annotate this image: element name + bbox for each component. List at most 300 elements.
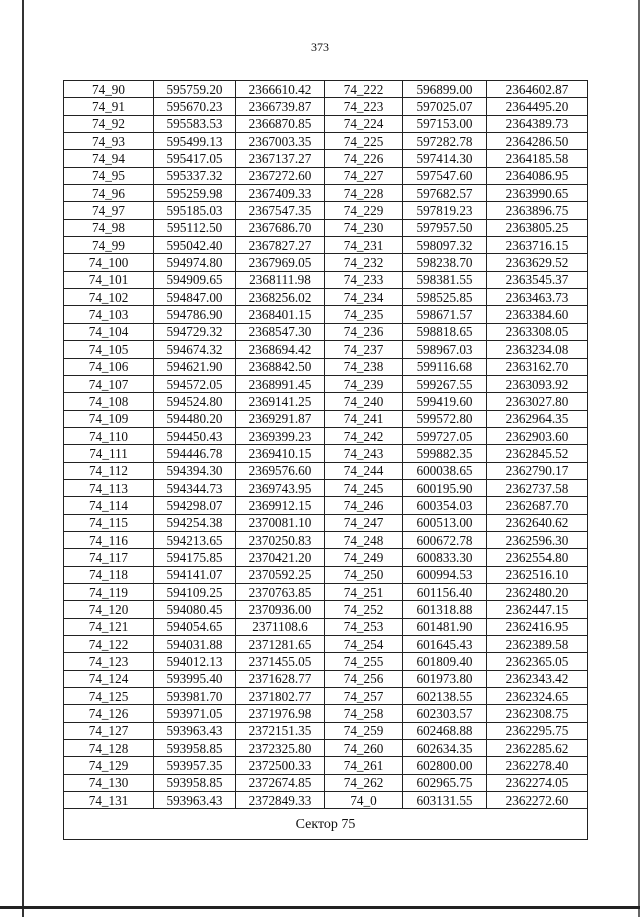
y-coordinate-left: 2369399.23 bbox=[236, 427, 325, 444]
x-coordinate-right: 599116.68 bbox=[403, 358, 487, 375]
point-id-left: 74_95 bbox=[64, 167, 154, 184]
table-row bbox=[64, 705, 588, 722]
point-id-right: 74_248 bbox=[325, 531, 403, 548]
x-coordinate-right: 598525.85 bbox=[403, 289, 487, 306]
point-id-left: 74_94 bbox=[64, 150, 154, 167]
x-coordinate-left: 595417.05 bbox=[154, 150, 236, 167]
table-row bbox=[64, 254, 588, 271]
point-id-right: 74_229 bbox=[325, 202, 403, 219]
x-coordinate-left: 593981.70 bbox=[154, 688, 236, 705]
y-coordinate-right: 2363384.60 bbox=[487, 306, 588, 323]
point-id-right: 74_233 bbox=[325, 271, 403, 288]
x-coordinate-right: 596899.00 bbox=[403, 81, 487, 98]
point-id-left: 74_126 bbox=[64, 705, 154, 722]
y-coordinate-right: 2362274.05 bbox=[487, 774, 588, 791]
point-id-left: 74_128 bbox=[64, 740, 154, 757]
point-id-right: 74_223 bbox=[325, 98, 403, 115]
point-id-right: 74_228 bbox=[325, 185, 403, 202]
x-coordinate-right: 597153.00 bbox=[403, 115, 487, 132]
x-coordinate-left: 594446.78 bbox=[154, 445, 236, 462]
point-id-right: 74_224 bbox=[325, 115, 403, 132]
page-number: 373 bbox=[311, 40, 329, 54]
y-coordinate-right: 2362295.75 bbox=[487, 722, 588, 739]
table-row bbox=[64, 566, 588, 583]
x-coordinate-left: 594031.88 bbox=[154, 636, 236, 653]
point-id-right: 74_249 bbox=[325, 549, 403, 566]
x-coordinate-left: 594909.65 bbox=[154, 271, 236, 288]
y-coordinate-left: 2368401.15 bbox=[236, 306, 325, 323]
y-coordinate-right: 2364286.50 bbox=[487, 133, 588, 150]
point-id-left: 74_121 bbox=[64, 618, 154, 635]
point-id-left: 74_92 bbox=[64, 115, 154, 132]
point-id-left: 74_119 bbox=[64, 583, 154, 600]
x-coordinate-left: 595259.98 bbox=[154, 185, 236, 202]
y-coordinate-left: 2370081.10 bbox=[236, 514, 325, 531]
x-coordinate-right: 598381.55 bbox=[403, 271, 487, 288]
point-id-left: 74_111 bbox=[64, 445, 154, 462]
y-coordinate-right: 2362516.10 bbox=[487, 566, 588, 583]
table-row bbox=[64, 115, 588, 132]
y-coordinate-right: 2364602.87 bbox=[487, 81, 588, 98]
x-coordinate-right: 600833.30 bbox=[403, 549, 487, 566]
point-id-left: 74_91 bbox=[64, 98, 154, 115]
x-coordinate-left: 595042.40 bbox=[154, 237, 236, 254]
y-coordinate-left: 2369576.60 bbox=[236, 462, 325, 479]
point-id-right: 74_245 bbox=[325, 479, 403, 496]
y-coordinate-right: 2362640.62 bbox=[487, 514, 588, 531]
y-coordinate-right: 2362447.15 bbox=[487, 601, 588, 618]
table-row bbox=[64, 219, 588, 236]
x-coordinate-left: 594298.07 bbox=[154, 497, 236, 514]
y-coordinate-left: 2367686.70 bbox=[236, 219, 325, 236]
x-coordinate-left: 594213.65 bbox=[154, 531, 236, 548]
x-coordinate-right: 601973.80 bbox=[403, 670, 487, 687]
point-id-left: 74_103 bbox=[64, 306, 154, 323]
point-id-right: 74_238 bbox=[325, 358, 403, 375]
table-row bbox=[64, 653, 588, 670]
table-row bbox=[64, 323, 588, 340]
x-coordinate-right: 597819.23 bbox=[403, 202, 487, 219]
point-id-right: 74_235 bbox=[325, 306, 403, 323]
scan-edge-bottom bbox=[0, 906, 640, 909]
y-coordinate-left: 2368991.45 bbox=[236, 375, 325, 392]
point-id-left: 74_100 bbox=[64, 254, 154, 271]
x-coordinate-right: 601318.88 bbox=[403, 601, 487, 618]
y-coordinate-right: 2364389.73 bbox=[487, 115, 588, 132]
table-row bbox=[64, 306, 588, 323]
y-coordinate-right: 2362596.30 bbox=[487, 531, 588, 548]
x-coordinate-right: 598671.57 bbox=[403, 306, 487, 323]
point-id-left: 74_115 bbox=[64, 514, 154, 531]
coordinate-table bbox=[63, 80, 588, 840]
point-id-left: 74_98 bbox=[64, 219, 154, 236]
x-coordinate-left: 593971.05 bbox=[154, 705, 236, 722]
y-coordinate-right: 2364495.20 bbox=[487, 98, 588, 115]
point-id-right: 74_261 bbox=[325, 757, 403, 774]
table-row bbox=[64, 462, 588, 479]
table-row bbox=[64, 427, 588, 444]
point-id-right: 74_253 bbox=[325, 618, 403, 635]
point-id-right: 74_256 bbox=[325, 670, 403, 687]
point-id-right: 74_247 bbox=[325, 514, 403, 531]
x-coordinate-right: 599882.35 bbox=[403, 445, 487, 462]
point-id-right: 74_222 bbox=[325, 81, 403, 98]
x-coordinate-right: 598097.32 bbox=[403, 237, 487, 254]
x-coordinate-left: 594974.80 bbox=[154, 254, 236, 271]
point-id-left: 74_93 bbox=[64, 133, 154, 150]
y-coordinate-right: 2363027.80 bbox=[487, 393, 588, 410]
x-coordinate-left: 593957.35 bbox=[154, 757, 236, 774]
y-coordinate-right: 2362554.80 bbox=[487, 549, 588, 566]
y-coordinate-right: 2364185.58 bbox=[487, 150, 588, 167]
point-id-left: 74_120 bbox=[64, 601, 154, 618]
y-coordinate-left: 2367547.35 bbox=[236, 202, 325, 219]
point-id-left: 74_124 bbox=[64, 670, 154, 687]
table-row bbox=[64, 740, 588, 757]
x-coordinate-right: 598818.65 bbox=[403, 323, 487, 340]
point-id-left: 74_105 bbox=[64, 341, 154, 358]
x-coordinate-right: 599267.55 bbox=[403, 375, 487, 392]
table-row bbox=[64, 185, 588, 202]
x-coordinate-left: 594729.32 bbox=[154, 323, 236, 340]
table-row bbox=[64, 167, 588, 184]
y-coordinate-left: 2371455.05 bbox=[236, 653, 325, 670]
y-coordinate-right: 2362272.60 bbox=[487, 792, 588, 809]
y-coordinate-right: 2363716.15 bbox=[487, 237, 588, 254]
y-coordinate-left: 2366610.42 bbox=[236, 81, 325, 98]
x-coordinate-left: 594109.25 bbox=[154, 583, 236, 600]
y-coordinate-left: 2367409.33 bbox=[236, 185, 325, 202]
y-coordinate-right: 2363990.65 bbox=[487, 185, 588, 202]
point-id-left: 74_113 bbox=[64, 479, 154, 496]
x-coordinate-left: 594786.90 bbox=[154, 306, 236, 323]
table-row bbox=[64, 583, 588, 600]
x-coordinate-left: 595583.53 bbox=[154, 115, 236, 132]
y-coordinate-right: 2362845.52 bbox=[487, 445, 588, 462]
point-id-right: 74_259 bbox=[325, 722, 403, 739]
point-id-right: 74_250 bbox=[325, 566, 403, 583]
table-row bbox=[64, 757, 588, 774]
y-coordinate-right: 2363234.08 bbox=[487, 341, 588, 358]
y-coordinate-right: 2363545.37 bbox=[487, 271, 588, 288]
x-coordinate-right: 602138.55 bbox=[403, 688, 487, 705]
point-id-left: 74_131 bbox=[64, 792, 154, 809]
x-coordinate-right: 598238.70 bbox=[403, 254, 487, 271]
x-coordinate-right: 597957.50 bbox=[403, 219, 487, 236]
x-coordinate-right: 597547.60 bbox=[403, 167, 487, 184]
point-id-left: 74_125 bbox=[64, 688, 154, 705]
point-id-right: 74_240 bbox=[325, 393, 403, 410]
y-coordinate-right: 2362964.35 bbox=[487, 410, 588, 427]
y-coordinate-right: 2363629.52 bbox=[487, 254, 588, 271]
sector-row bbox=[64, 809, 588, 840]
x-coordinate-left: 594175.85 bbox=[154, 549, 236, 566]
y-coordinate-right: 2362278.40 bbox=[487, 757, 588, 774]
x-coordinate-right: 602303.57 bbox=[403, 705, 487, 722]
y-coordinate-left: 2372325.80 bbox=[236, 740, 325, 757]
x-coordinate-right: 599572.80 bbox=[403, 410, 487, 427]
table-row bbox=[64, 341, 588, 358]
y-coordinate-left: 2370592.25 bbox=[236, 566, 325, 583]
table-row bbox=[64, 445, 588, 462]
point-id-left: 74_123 bbox=[64, 653, 154, 670]
table-row bbox=[64, 688, 588, 705]
y-coordinate-right: 2362480.20 bbox=[487, 583, 588, 600]
point-id-right: 74_232 bbox=[325, 254, 403, 271]
y-coordinate-left: 2369912.15 bbox=[236, 497, 325, 514]
x-coordinate-right: 602800.00 bbox=[403, 757, 487, 774]
table-row bbox=[64, 549, 588, 566]
point-id-left: 74_102 bbox=[64, 289, 154, 306]
point-id-right: 74_230 bbox=[325, 219, 403, 236]
x-coordinate-right: 602468.88 bbox=[403, 722, 487, 739]
scan-edge-left bbox=[22, 0, 24, 917]
y-coordinate-left: 2370421.20 bbox=[236, 549, 325, 566]
point-id-left: 74_122 bbox=[64, 636, 154, 653]
x-coordinate-left: 594621.90 bbox=[154, 358, 236, 375]
table-row bbox=[64, 289, 588, 306]
point-id-left: 74_117 bbox=[64, 549, 154, 566]
x-coordinate-right: 599727.05 bbox=[403, 427, 487, 444]
y-coordinate-left: 2372500.33 bbox=[236, 757, 325, 774]
point-id-right: 74_0 bbox=[325, 792, 403, 809]
x-coordinate-right: 599419.60 bbox=[403, 393, 487, 410]
point-id-left: 74_107 bbox=[64, 375, 154, 392]
x-coordinate-left: 593958.85 bbox=[154, 774, 236, 791]
table-row bbox=[64, 133, 588, 150]
point-id-right: 74_251 bbox=[325, 583, 403, 600]
point-id-right: 74_260 bbox=[325, 740, 403, 757]
table-row bbox=[64, 237, 588, 254]
point-id-left: 74_118 bbox=[64, 566, 154, 583]
y-coordinate-right: 2362416.95 bbox=[487, 618, 588, 635]
point-id-left: 74_104 bbox=[64, 323, 154, 340]
y-coordinate-right: 2362324.65 bbox=[487, 688, 588, 705]
y-coordinate-left: 2370250.83 bbox=[236, 531, 325, 548]
x-coordinate-right: 602634.35 bbox=[403, 740, 487, 757]
y-coordinate-left: 2368842.50 bbox=[236, 358, 325, 375]
x-coordinate-right: 600994.53 bbox=[403, 566, 487, 583]
x-coordinate-right: 598967.03 bbox=[403, 341, 487, 358]
y-coordinate-right: 2364086.95 bbox=[487, 167, 588, 184]
x-coordinate-left: 594450.43 bbox=[154, 427, 236, 444]
table-row bbox=[64, 670, 588, 687]
y-coordinate-left: 2370763.85 bbox=[236, 583, 325, 600]
y-coordinate-left: 2370936.00 bbox=[236, 601, 325, 618]
point-id-right: 74_242 bbox=[325, 427, 403, 444]
y-coordinate-left: 2369410.15 bbox=[236, 445, 325, 462]
x-coordinate-right: 601645.43 bbox=[403, 636, 487, 653]
y-coordinate-right: 2363308.05 bbox=[487, 323, 588, 340]
x-coordinate-right: 601809.40 bbox=[403, 653, 487, 670]
y-coordinate-right: 2362389.58 bbox=[487, 636, 588, 653]
x-coordinate-right: 597682.57 bbox=[403, 185, 487, 202]
table-row bbox=[64, 774, 588, 791]
y-coordinate-left: 2368694.42 bbox=[236, 341, 325, 358]
x-coordinate-right: 600513.00 bbox=[403, 514, 487, 531]
point-id-right: 74_227 bbox=[325, 167, 403, 184]
y-coordinate-left: 2367969.05 bbox=[236, 254, 325, 271]
y-coordinate-left: 2366870.85 bbox=[236, 115, 325, 132]
point-id-right: 74_258 bbox=[325, 705, 403, 722]
sector-heading: Сектор 75 bbox=[64, 809, 588, 840]
x-coordinate-left: 594054.65 bbox=[154, 618, 236, 635]
table-row bbox=[64, 601, 588, 618]
table-row bbox=[64, 202, 588, 219]
x-coordinate-left: 594572.05 bbox=[154, 375, 236, 392]
y-coordinate-left: 2367272.60 bbox=[236, 167, 325, 184]
point-id-right: 74_244 bbox=[325, 462, 403, 479]
y-coordinate-right: 2362308.75 bbox=[487, 705, 588, 722]
y-coordinate-right: 2363093.92 bbox=[487, 375, 588, 392]
table-row bbox=[64, 150, 588, 167]
x-coordinate-left: 595185.03 bbox=[154, 202, 236, 219]
point-id-right: 74_243 bbox=[325, 445, 403, 462]
x-coordinate-right: 601481.90 bbox=[403, 618, 487, 635]
point-id-right: 74_225 bbox=[325, 133, 403, 150]
x-coordinate-right: 600354.03 bbox=[403, 497, 487, 514]
y-coordinate-left: 2369141.25 bbox=[236, 393, 325, 410]
point-id-right: 74_252 bbox=[325, 601, 403, 618]
point-id-right: 74_246 bbox=[325, 497, 403, 514]
x-coordinate-right: 600672.78 bbox=[403, 531, 487, 548]
point-id-left: 74_129 bbox=[64, 757, 154, 774]
x-coordinate-left: 593958.85 bbox=[154, 740, 236, 757]
y-coordinate-left: 2367003.35 bbox=[236, 133, 325, 150]
x-coordinate-right: 600195.90 bbox=[403, 479, 487, 496]
y-coordinate-right: 2362285.62 bbox=[487, 740, 588, 757]
point-id-left: 74_90 bbox=[64, 81, 154, 98]
coordinate-table-body bbox=[64, 81, 588, 840]
x-coordinate-left: 595499.13 bbox=[154, 133, 236, 150]
x-coordinate-right: 597414.30 bbox=[403, 150, 487, 167]
table-row bbox=[64, 514, 588, 531]
x-coordinate-right: 597025.07 bbox=[403, 98, 487, 115]
point-id-left: 74_96 bbox=[64, 185, 154, 202]
y-coordinate-left: 2369291.87 bbox=[236, 410, 325, 427]
point-id-left: 74_110 bbox=[64, 427, 154, 444]
point-id-right: 74_262 bbox=[325, 774, 403, 791]
y-coordinate-left: 2368547.30 bbox=[236, 323, 325, 340]
x-coordinate-right: 602965.75 bbox=[403, 774, 487, 791]
point-id-right: 74_254 bbox=[325, 636, 403, 653]
table-row bbox=[64, 375, 588, 392]
y-coordinate-left: 2367827.27 bbox=[236, 237, 325, 254]
y-coordinate-right: 2363463.73 bbox=[487, 289, 588, 306]
x-coordinate-left: 594480.20 bbox=[154, 410, 236, 427]
table-row bbox=[64, 722, 588, 739]
y-coordinate-left: 2372151.35 bbox=[236, 722, 325, 739]
point-id-right: 74_231 bbox=[325, 237, 403, 254]
point-id-right: 74_237 bbox=[325, 341, 403, 358]
x-coordinate-left: 593963.43 bbox=[154, 792, 236, 809]
y-coordinate-left: 2368256.02 bbox=[236, 289, 325, 306]
x-coordinate-left: 594080.45 bbox=[154, 601, 236, 618]
table-row bbox=[64, 497, 588, 514]
x-coordinate-left: 594141.07 bbox=[154, 566, 236, 583]
x-coordinate-right: 597282.78 bbox=[403, 133, 487, 150]
y-coordinate-left: 2371108.6 bbox=[236, 618, 325, 635]
table-row bbox=[64, 636, 588, 653]
table-row bbox=[64, 98, 588, 115]
y-coordinate-right: 2363805.25 bbox=[487, 219, 588, 236]
y-coordinate-right: 2363162.70 bbox=[487, 358, 588, 375]
x-coordinate-left: 595759.20 bbox=[154, 81, 236, 98]
point-id-right: 74_255 bbox=[325, 653, 403, 670]
table-row bbox=[64, 358, 588, 375]
point-id-left: 74_97 bbox=[64, 202, 154, 219]
point-id-right: 74_241 bbox=[325, 410, 403, 427]
y-coordinate-left: 2371628.77 bbox=[236, 670, 325, 687]
x-coordinate-left: 595112.50 bbox=[154, 219, 236, 236]
x-coordinate-left: 594847.00 bbox=[154, 289, 236, 306]
y-coordinate-left: 2372849.33 bbox=[236, 792, 325, 809]
point-id-right: 74_257 bbox=[325, 688, 403, 705]
table-row bbox=[64, 479, 588, 496]
x-coordinate-left: 594674.32 bbox=[154, 341, 236, 358]
point-id-right: 74_234 bbox=[325, 289, 403, 306]
x-coordinate-left: 594394.30 bbox=[154, 462, 236, 479]
point-id-right: 74_236 bbox=[325, 323, 403, 340]
x-coordinate-left: 594344.73 bbox=[154, 479, 236, 496]
table-row bbox=[64, 271, 588, 288]
x-coordinate-left: 595337.32 bbox=[154, 167, 236, 184]
y-coordinate-right: 2362903.60 bbox=[487, 427, 588, 444]
point-id-left: 74_109 bbox=[64, 410, 154, 427]
table-row bbox=[64, 792, 588, 809]
x-coordinate-left: 594524.80 bbox=[154, 393, 236, 410]
point-id-left: 74_108 bbox=[64, 393, 154, 410]
table-row bbox=[64, 81, 588, 98]
y-coordinate-left: 2372674.85 bbox=[236, 774, 325, 791]
y-coordinate-left: 2371976.98 bbox=[236, 705, 325, 722]
y-coordinate-right: 2362790.17 bbox=[487, 462, 588, 479]
table-row bbox=[64, 618, 588, 635]
point-id-left: 74_114 bbox=[64, 497, 154, 514]
point-id-left: 74_130 bbox=[64, 774, 154, 791]
point-id-right: 74_226 bbox=[325, 150, 403, 167]
x-coordinate-left: 594012.13 bbox=[154, 653, 236, 670]
point-id-right: 74_239 bbox=[325, 375, 403, 392]
x-coordinate-right: 603131.55 bbox=[403, 792, 487, 809]
table-row bbox=[64, 531, 588, 548]
y-coordinate-left: 2368111.98 bbox=[236, 271, 325, 288]
y-coordinate-right: 2363896.75 bbox=[487, 202, 588, 219]
point-id-left: 74_112 bbox=[64, 462, 154, 479]
y-coordinate-right: 2362343.42 bbox=[487, 670, 588, 687]
x-coordinate-right: 600038.65 bbox=[403, 462, 487, 479]
table-row bbox=[64, 393, 588, 410]
point-id-left: 74_99 bbox=[64, 237, 154, 254]
y-coordinate-right: 2362365.05 bbox=[487, 653, 588, 670]
y-coordinate-left: 2371802.77 bbox=[236, 688, 325, 705]
x-coordinate-left: 595670.23 bbox=[154, 98, 236, 115]
table-row bbox=[64, 410, 588, 427]
y-coordinate-left: 2366739.87 bbox=[236, 98, 325, 115]
point-id-left: 74_106 bbox=[64, 358, 154, 375]
y-coordinate-left: 2371281.65 bbox=[236, 636, 325, 653]
y-coordinate-right: 2362737.58 bbox=[487, 479, 588, 496]
point-id-left: 74_127 bbox=[64, 722, 154, 739]
y-coordinate-left: 2369743.95 bbox=[236, 479, 325, 496]
y-coordinate-right: 2362687.70 bbox=[487, 497, 588, 514]
point-id-left: 74_101 bbox=[64, 271, 154, 288]
x-coordinate-left: 593963.43 bbox=[154, 722, 236, 739]
x-coordinate-right: 601156.40 bbox=[403, 583, 487, 600]
x-coordinate-left: 594254.38 bbox=[154, 514, 236, 531]
y-coordinate-left: 2367137.27 bbox=[236, 150, 325, 167]
point-id-left: 74_116 bbox=[64, 531, 154, 548]
